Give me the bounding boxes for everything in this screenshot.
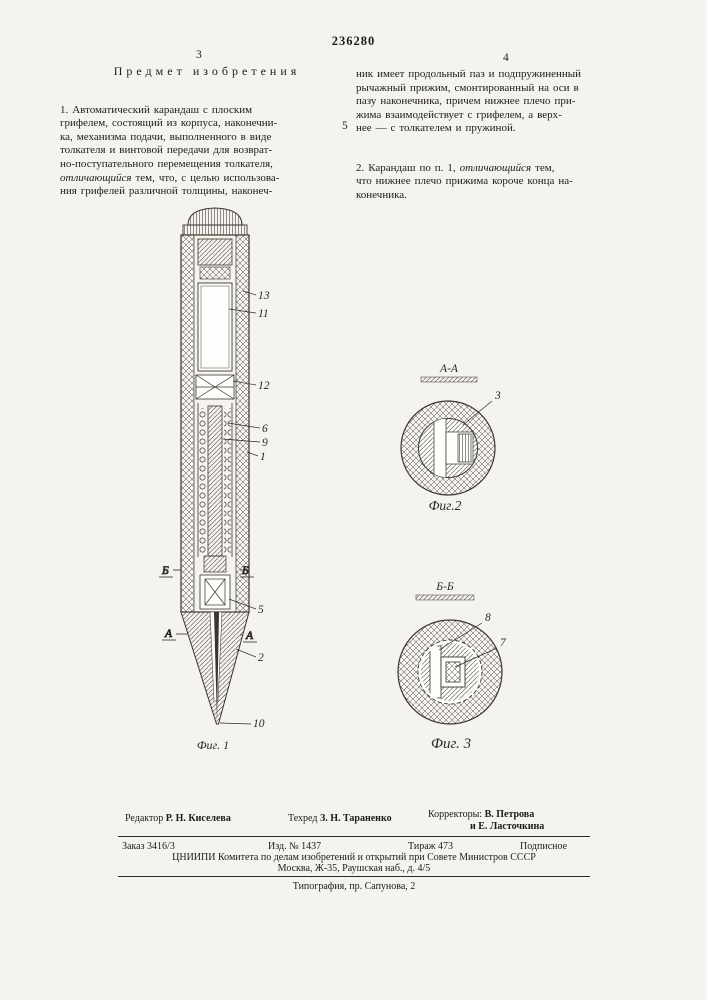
part-label-7: 7	[500, 637, 506, 649]
techred-name: З. Н. Тараненко	[319, 813, 392, 824]
claim-1-text-c: тем, что, с целью использова- ния грифелей различной толщины, наконеч-	[60, 171, 280, 198]
section-mark-a-left: А	[165, 628, 173, 640]
claim-2-italic-word: отличающийся	[459, 161, 532, 174]
section-mark-a-right: А	[246, 630, 254, 642]
spring-coil-left	[199, 408, 206, 555]
fig2-section-title: А-А	[440, 363, 458, 375]
section-mark-b-right: Б	[242, 565, 249, 577]
part-label-12: 12	[258, 380, 270, 392]
pencil-body-section	[181, 208, 249, 724]
claim-1-left-column	[60, 90, 352, 199]
techred-credit	[288, 813, 392, 825]
claim-1-text-a: 1. Автоматический карандаш с плоским грифелем, состоящий из корпуса, наконечни- ка, механизма подачи, выполненного в виде толкателя и винтовой передачи для возврат- но-поступательного перемещения толкателя,	[60, 103, 278, 170]
section-title-underline	[416, 595, 474, 600]
divider-rule-top	[118, 836, 590, 837]
fig3-section-view	[398, 612, 507, 724]
section-mark-b-left: Б	[162, 565, 169, 577]
fig2-section-aa-drawing	[383, 353, 528, 518]
correctors-credit	[428, 809, 590, 832]
address-line: Москва, Ж-35, Раушская наб., д. 4/5	[277, 863, 431, 874]
subscription-note: Подписное	[520, 841, 568, 852]
fig2-section-view	[401, 390, 501, 495]
fig3-section-title: Б-Б	[436, 581, 454, 593]
right-page-number: 4	[503, 52, 509, 64]
claim-1-right-column: ник имеет продольный паз и подпружиненный рычажный прижим, смонтированный на оси в пазу наконечника, причем нижнее плечо при- жима взаимодействует с грифелем, а верх- нее — с толкателем и пружиной.	[356, 68, 582, 135]
patent-number: 236280	[331, 34, 376, 48]
left-page-number: 3	[196, 49, 202, 61]
claim-2-text-a: 2. Карандаш по п. 1,	[356, 161, 460, 174]
organization-line: ЦНИИПИ Комитета по делам изобретений и открытий при Совете Министров СССР	[172, 852, 536, 863]
fig2-caption: Фиг.2	[428, 498, 462, 513]
corrector-name-2: и Е. Ласточкина	[470, 820, 545, 832]
editor-name: Р. Н. Киселева	[165, 813, 231, 824]
order-number: Заказ 3416/3	[122, 841, 175, 852]
fig1-pencil-drawing	[150, 203, 300, 758]
part-label-2: 2	[258, 652, 264, 664]
part-label-11: 11	[258, 308, 269, 320]
claims-heading: Предмет изобретения	[113, 64, 301, 78]
fig3-caption: Фиг. 3	[430, 736, 472, 752]
editor-credit	[125, 813, 231, 825]
editor-label: Редактор	[125, 813, 164, 824]
corrector-name-1: В. Петрова	[484, 809, 535, 820]
section-title-underline	[421, 377, 477, 382]
part-label-8: 8	[485, 612, 491, 624]
part-label-9: 9	[262, 437, 268, 449]
edition-number: Изд. № 1437	[268, 841, 322, 852]
claim-2-paragraph	[356, 148, 652, 202]
claim-2-text-c: тем, что нижнее плечо прижима короче конца на- конечника.	[356, 161, 573, 201]
part-label-3: 3	[495, 390, 501, 402]
correctors-label: Корректоры:	[428, 809, 483, 820]
part-label-5: 5	[258, 604, 264, 616]
spring-coil-right	[224, 408, 231, 555]
part-label-13: 13	[258, 290, 270, 302]
claim-1-italic-word: отличающийся	[60, 171, 132, 184]
part-label-10: 10	[253, 718, 265, 730]
printer-line: Типография, пр. Сапунова, 2	[292, 881, 416, 892]
fig3-section-bb-drawing	[383, 573, 538, 758]
gutter-line-number: 5	[342, 120, 348, 132]
part-label-6: 6	[262, 423, 268, 435]
techred-label: Техред	[288, 813, 318, 824]
part-label-1: 1	[260, 451, 266, 463]
divider-rule-bottom	[118, 876, 590, 877]
fig1-caption: Фиг. 1	[196, 738, 230, 752]
circulation: Тираж 473	[408, 841, 454, 852]
